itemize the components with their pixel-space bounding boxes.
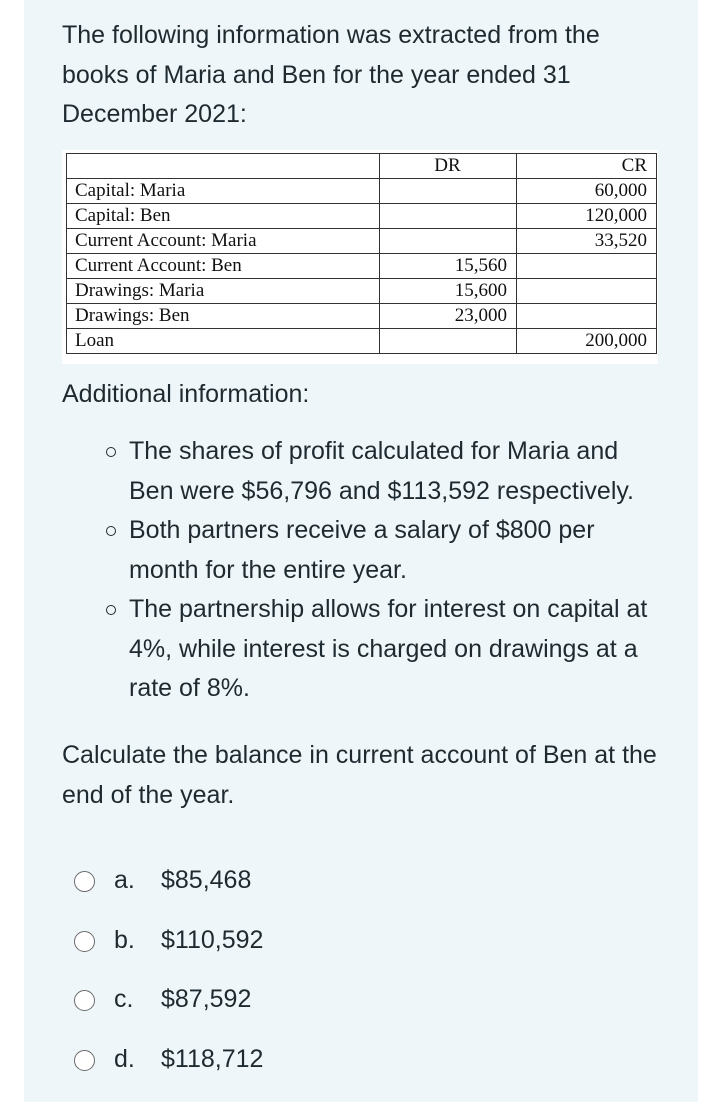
row-dr	[380, 204, 517, 229]
option-d[interactable]	[74, 1041, 574, 1101]
additional-info-heading: Additional information:	[62, 380, 310, 408]
row-cr: 60,000	[517, 179, 657, 204]
list-item	[62, 432, 662, 511]
list-item-text: The partnership allows for interest on capital at 4%, while interest is charged on drawings at a rate of 8%.	[129, 595, 648, 702]
question-card	[24, 0, 698, 1102]
hollow-bullet-icon	[106, 447, 116, 457]
answer-options	[74, 862, 574, 1100]
table-row	[67, 254, 657, 279]
row-label: Current Account: Maria	[67, 229, 380, 254]
option-value: $87,592	[161, 985, 252, 1013]
trial-balance-table-wrap	[62, 150, 658, 364]
option-a[interactable]	[74, 862, 574, 922]
row-dr	[380, 329, 517, 354]
header-cell-cr: CR	[517, 154, 657, 179]
row-label: Drawings: Maria	[67, 279, 380, 304]
table-row	[67, 204, 657, 229]
row-label: Capital: Ben	[67, 204, 380, 229]
table-row	[67, 229, 657, 254]
radio-button-c[interactable]	[74, 990, 95, 1011]
additional-info-list	[62, 432, 662, 709]
table-header-row	[67, 154, 657, 179]
list-item	[62, 511, 662, 590]
option-letter: d.	[114, 1044, 135, 1073]
row-label: Capital: Maria	[67, 179, 380, 204]
question-text: Calculate the balance in current account of Ben at the end of the year.	[62, 741, 657, 809]
option-c[interactable]	[74, 981, 574, 1041]
row-cr	[517, 304, 657, 329]
option-value: $85,468	[161, 866, 252, 894]
radio-button-b[interactable]	[74, 931, 95, 952]
row-label: Drawings: Ben	[67, 304, 380, 329]
radio-button-d[interactable]	[74, 1050, 95, 1071]
option-letter: b.	[114, 925, 135, 954]
table-row	[67, 279, 657, 304]
row-cr: 200,000	[517, 329, 657, 354]
option-b[interactable]	[74, 922, 574, 982]
row-dr: 15,600	[380, 279, 517, 304]
row-cr: 120,000	[517, 204, 657, 229]
radio-button-a[interactable]	[74, 871, 95, 892]
intro-text: The following information was extracted from the books of Maria and Ben for the year ended 31 December 2021:	[62, 21, 600, 128]
row-label: Current Account: Ben	[67, 254, 380, 279]
option-letter: c.	[114, 985, 134, 1013]
row-dr	[380, 229, 517, 254]
row-label: Loan	[67, 329, 380, 354]
hollow-bullet-icon	[106, 605, 116, 615]
header-cell-label	[67, 154, 380, 179]
row-cr	[517, 279, 657, 304]
header-cell-dr: DR	[380, 154, 517, 179]
table-row	[67, 179, 657, 204]
list-item-text: The shares of profit calculated for Maria and Ben were $56,796 and $113,592 respectively.	[129, 437, 634, 505]
trial-balance-table	[66, 153, 657, 354]
row-dr: 23,000	[380, 304, 517, 329]
option-value: $118,712	[161, 1044, 264, 1073]
option-letter: a.	[114, 866, 135, 894]
list-item	[62, 590, 662, 709]
row-dr	[380, 179, 517, 204]
table-row	[67, 329, 657, 354]
row-cr: 33,520	[517, 229, 657, 254]
option-value: $110,592	[161, 925, 264, 954]
row-cr	[517, 254, 657, 279]
table-row	[67, 304, 657, 329]
hollow-bullet-icon	[106, 526, 116, 536]
row-dr: 15,560	[380, 254, 517, 279]
list-item-text: Both partners receive a salary of $800 per month for the entire year.	[129, 516, 595, 584]
